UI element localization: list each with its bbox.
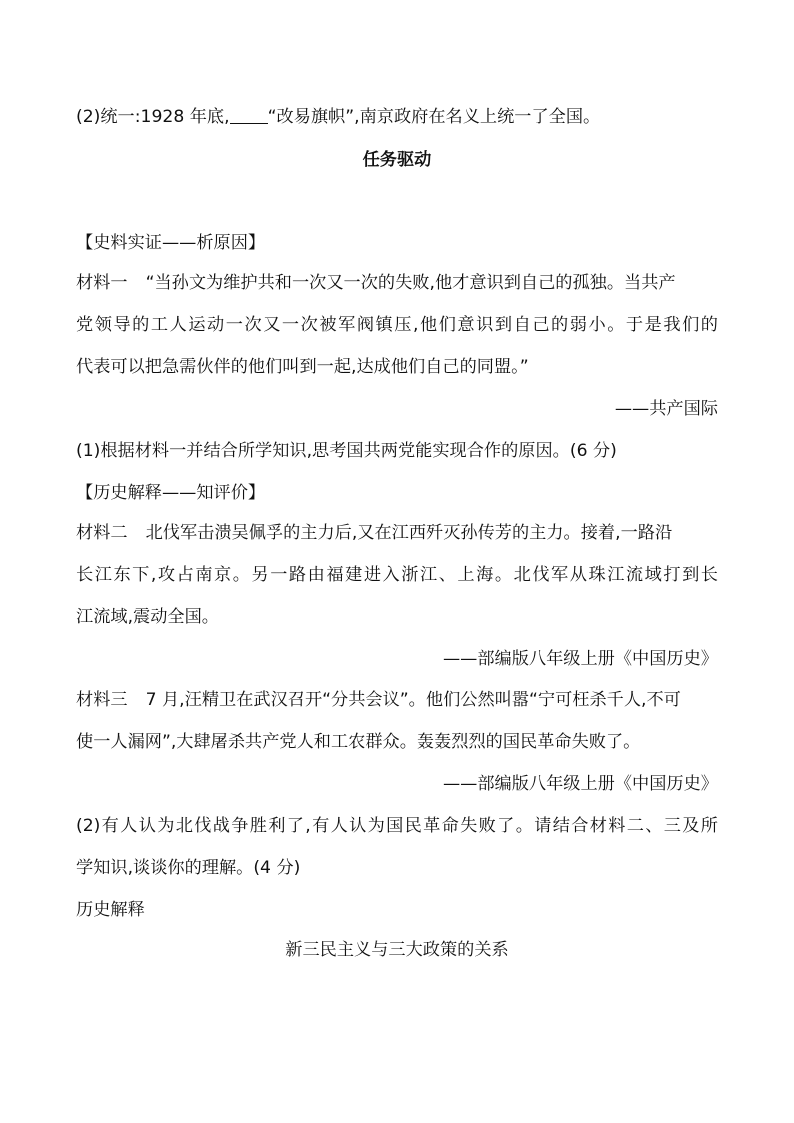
material2-line-2: 长江东下,攻占南京。另一路由福建进入浙江、上海。北伐军从珠江流域打到长	[76, 565, 718, 585]
subtitle: 新三民主义与三大政策的关系	[285, 940, 509, 960]
material1-text-1: “当孙文为维护共和一次又一次的失败,他才意识到自己的孤独。当共产	[145, 273, 676, 293]
section-label: 历史解释	[76, 900, 145, 920]
material2-source: ——部编版八年级上册《中国历史》	[442, 649, 718, 669]
item2-prefix: (2)统一:1928 年底,	[76, 107, 230, 127]
question-2-line-1: (2)有人认为北伐战争胜利了,有人认为国民革命失败了。请结合材料二、三及所	[76, 816, 718, 836]
question-2-line-2: 学知识,谈谈你的理解。(4 分)	[76, 858, 301, 878]
material1-line-1	[76, 271, 718, 295]
part1-heading: 【史料实证——析原因】	[76, 233, 266, 253]
material2-label: 材料二	[76, 523, 128, 543]
section-title: 任务驱动	[362, 150, 432, 170]
material3-line-2: 使一人漏网”,大肆屠杀共产党人和工农群众。轰轰烈烈的国民革命失败了。	[76, 732, 641, 752]
material1-line-3: 代表可以把急需伙伴的他们叫到一起,达成他们自己的同盟。”	[76, 357, 529, 377]
fill-in-blank[interactable]	[230, 105, 268, 124]
material1-source: ——共产国际	[614, 399, 718, 419]
material2-line-1	[76, 521, 718, 545]
item2-suffix: “改易旗帜”,南京政府在名义上统一了全国。	[267, 107, 601, 127]
material3-source: ——部编版八年级上册《中国历史》	[442, 774, 718, 794]
material3-label: 材料三	[76, 690, 128, 710]
material2-line-3: 江流域,震动全国。	[76, 607, 219, 627]
material1-line-2: 党领导的工人运动一次又一次被军阀镇压,他们意识到自己的弱小。于是我们的	[76, 315, 718, 335]
material2-text-1: 北伐军击溃吴佩孚的主力后,又在江西歼灭孙传芳的主力。接着,一路沿	[145, 523, 673, 543]
material1-label: 材料一	[76, 273, 128, 293]
part2-heading: 【历史解释——知评价】	[76, 483, 266, 503]
material3-line-1	[76, 688, 718, 712]
item2-line	[76, 105, 718, 129]
material3-text-1: 7 月,汪精卫在武汉召开“分共会议”。他们公然叫嚣“宁可枉杀千人,不可	[145, 690, 681, 710]
question-1: (1)根据材料一并结合所学知识,思考国共两党能实现合作的原因。(6 分)	[76, 441, 617, 461]
